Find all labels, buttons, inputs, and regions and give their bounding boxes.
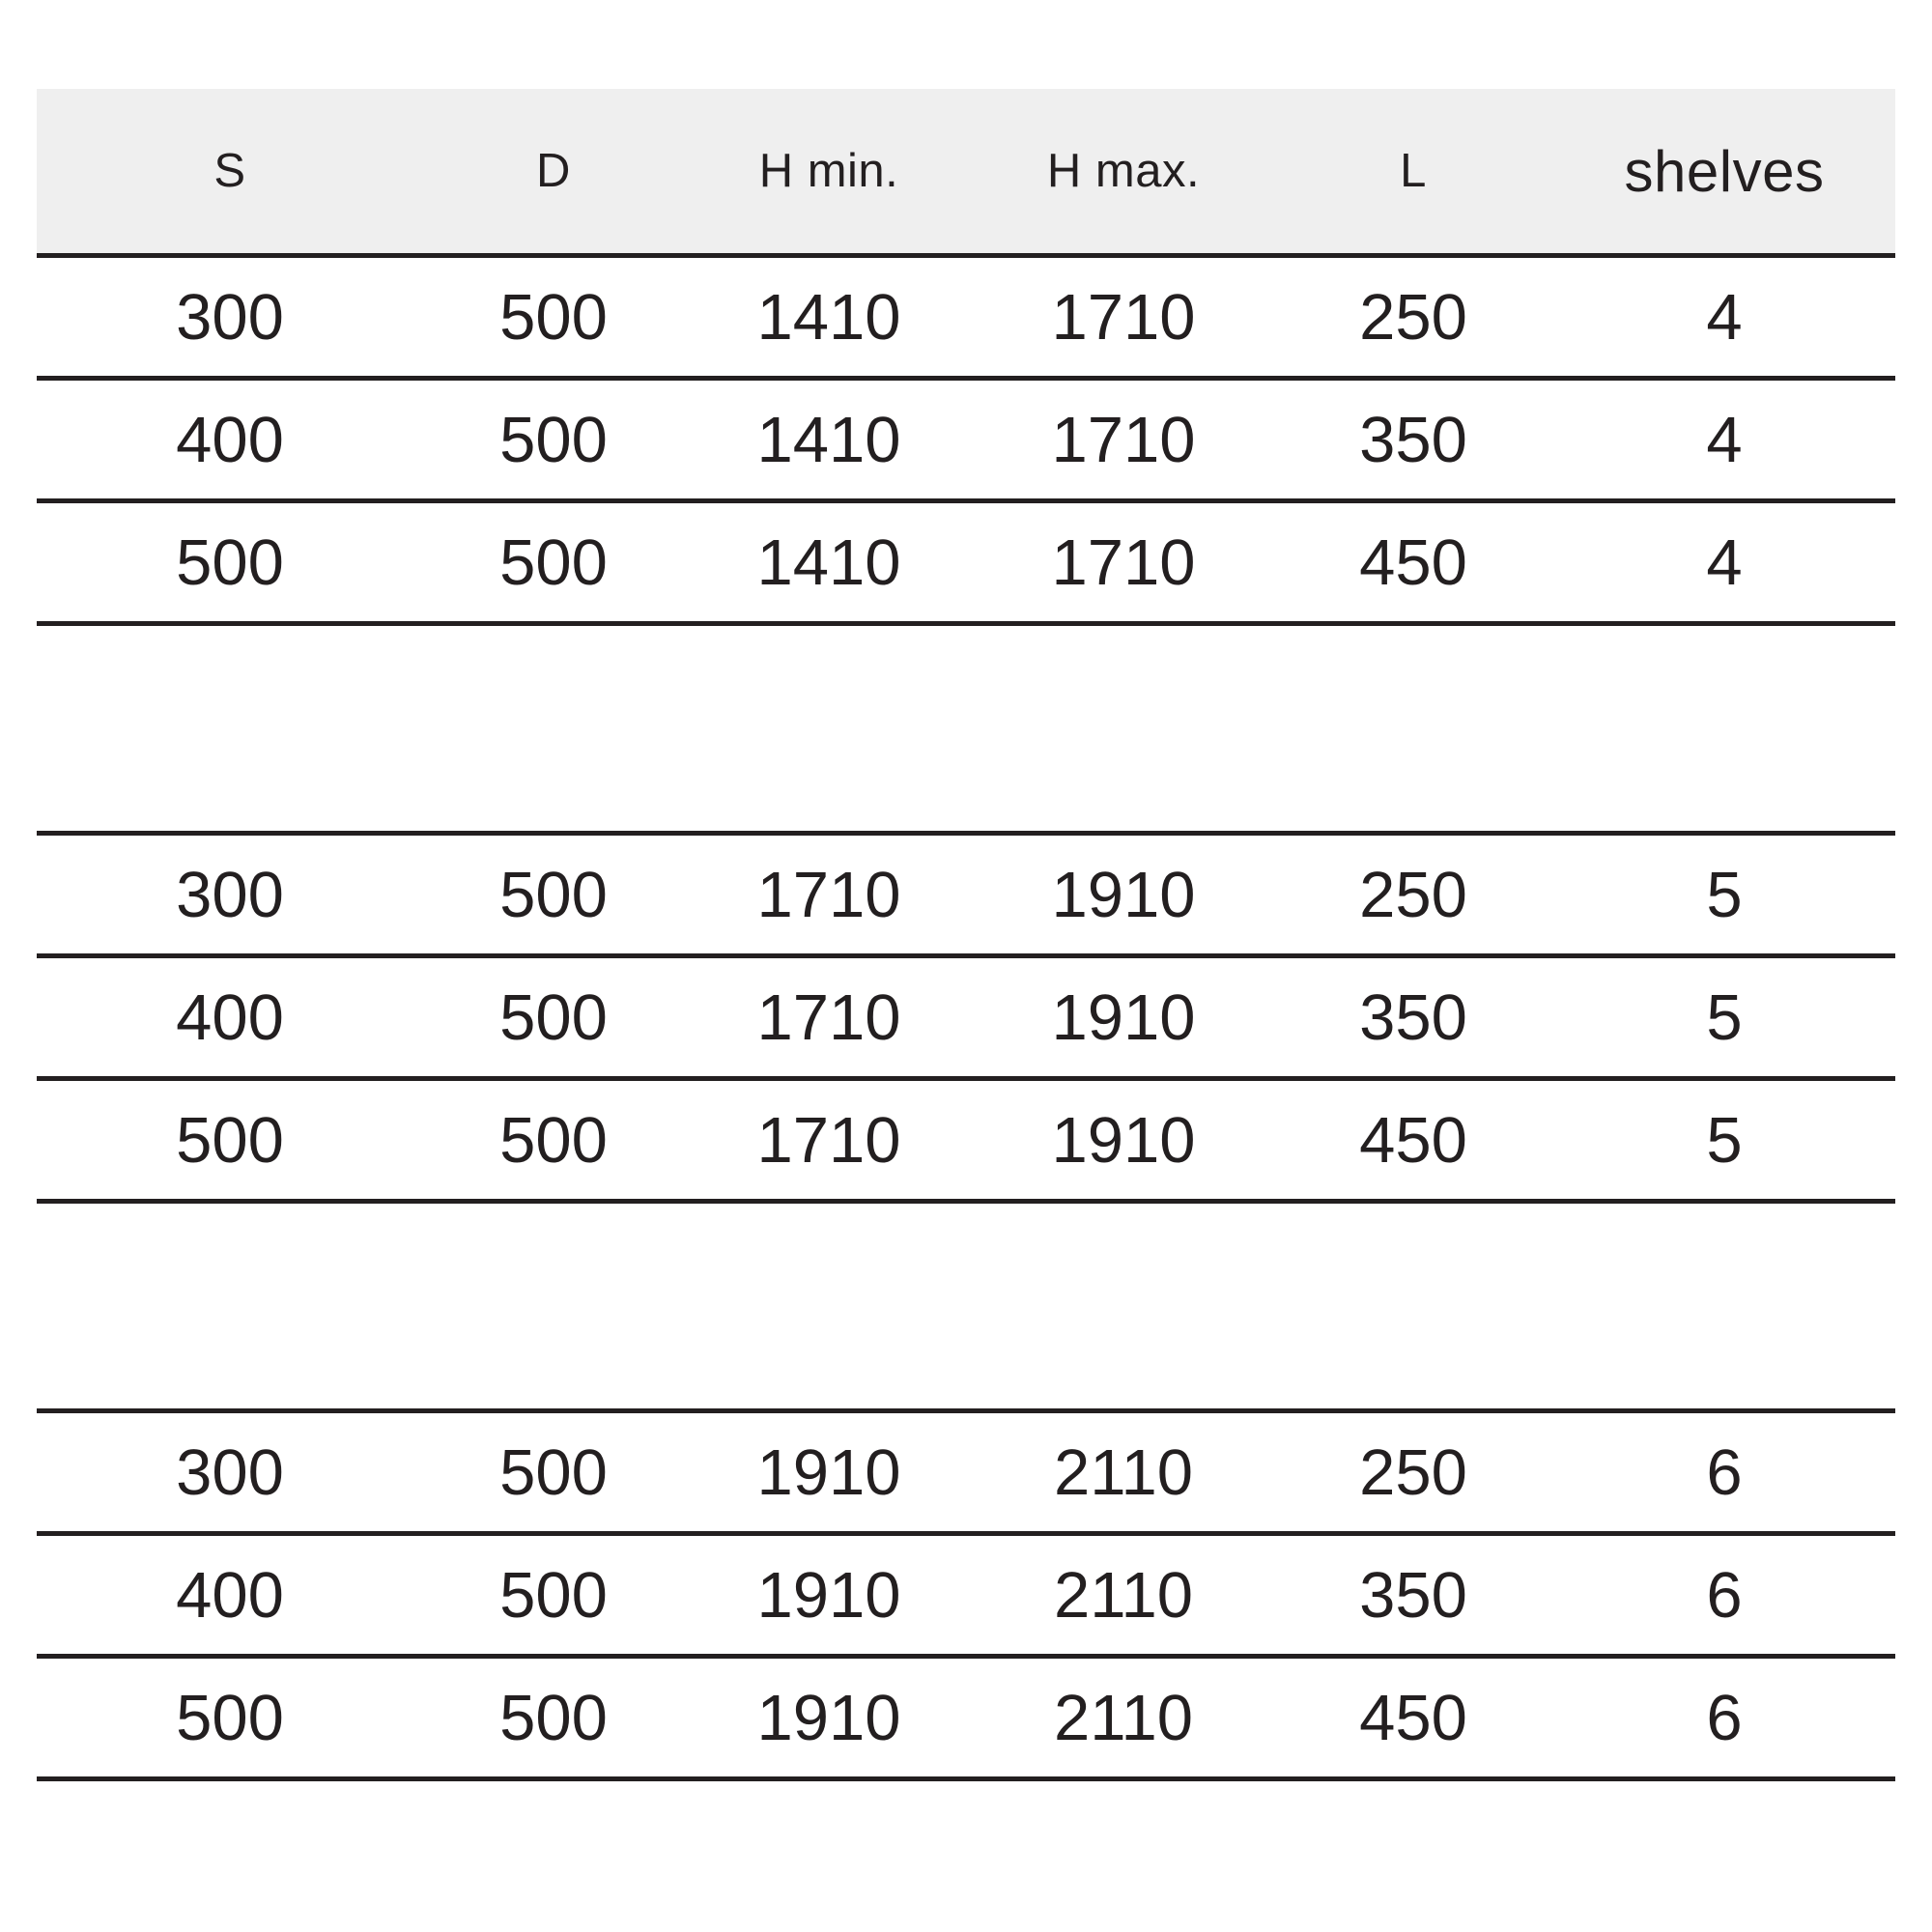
cell-d: 500 [423,379,684,501]
cell-h-min: 1710 [684,1079,974,1202]
cell-h-max: 1910 [974,1079,1273,1202]
cell-s: 400 [37,1534,423,1657]
cell-l: 450 [1273,501,1553,624]
cell-h-min: 1910 [684,1411,974,1534]
cell-s: 400 [37,956,423,1079]
table-row [37,1657,1895,1779]
cell-h-max: 1710 [974,256,1273,379]
cell-l: 350 [1273,1534,1553,1657]
cell-h-max: 1710 [974,379,1273,501]
table-row [37,1534,1895,1657]
cell-d: 500 [423,256,684,379]
block-spacer [37,624,1895,834]
cell-h-max: 1910 [974,956,1273,1079]
table-header [37,89,1895,256]
column-header-shelves: shelves [1553,89,1895,256]
cell-h-min: 1710 [684,834,974,956]
table-row [37,956,1895,1079]
cell-l: 250 [1273,834,1553,956]
cell-h-max: 1910 [974,834,1273,956]
cell-h-min: 1410 [684,379,974,501]
cell-s: 300 [37,256,423,379]
column-header-l: L [1273,89,1553,256]
table-row [37,1411,1895,1534]
cell-d: 500 [423,501,684,624]
cell-l: 250 [1273,1411,1553,1534]
cell-d: 500 [423,834,684,956]
cell-shelves: 4 [1553,379,1895,501]
cell-l: 350 [1273,379,1553,501]
cell-s: 300 [37,834,423,956]
cell-h-max: 2110 [974,1657,1273,1779]
cell-s: 400 [37,379,423,501]
cell-shelves: 5 [1553,834,1895,956]
cell-shelves: 5 [1553,1079,1895,1202]
table-body [37,256,1895,1779]
cell-s: 500 [37,1657,423,1779]
cell-l: 450 [1273,1657,1553,1779]
cell-shelves: 6 [1553,1411,1895,1534]
table-row [37,501,1895,624]
cell-d: 500 [423,1411,684,1534]
column-header-s: S [37,89,423,256]
cell-shelves: 6 [1553,1534,1895,1657]
cell-d: 500 [423,1657,684,1779]
table-header-row [37,89,1895,256]
cell-h-max: 2110 [974,1534,1273,1657]
cell-h-min: 1410 [684,501,974,624]
cell-s: 300 [37,1411,423,1534]
cell-s: 500 [37,1079,423,1202]
cell-shelves: 5 [1553,956,1895,1079]
cell-shelves: 4 [1553,256,1895,379]
cell-h-max: 1710 [974,501,1273,624]
cell-shelves: 6 [1553,1657,1895,1779]
table-row [37,379,1895,501]
cell-d: 500 [423,1534,684,1657]
cell-d: 500 [423,956,684,1079]
dimension-table [37,89,1895,1781]
cell-s: 500 [37,501,423,624]
table-row [37,834,1895,956]
cell-l: 450 [1273,1079,1553,1202]
cell-h-min: 1910 [684,1534,974,1657]
table-row [37,256,1895,379]
block-spacer [37,1202,1895,1411]
cell-h-min: 1710 [684,956,974,1079]
cell-d: 500 [423,1079,684,1202]
cell-l: 250 [1273,256,1553,379]
table-row [37,1079,1895,1202]
cell-h-max: 2110 [974,1411,1273,1534]
cell-l: 350 [1273,956,1553,1079]
cell-h-min: 1910 [684,1657,974,1779]
column-header-h-max: H max. [974,89,1273,256]
cell-shelves: 4 [1553,501,1895,624]
column-header-h-min: H min. [684,89,974,256]
dimension-table-container [37,89,1895,1781]
column-header-d: D [423,89,684,256]
cell-h-min: 1410 [684,256,974,379]
